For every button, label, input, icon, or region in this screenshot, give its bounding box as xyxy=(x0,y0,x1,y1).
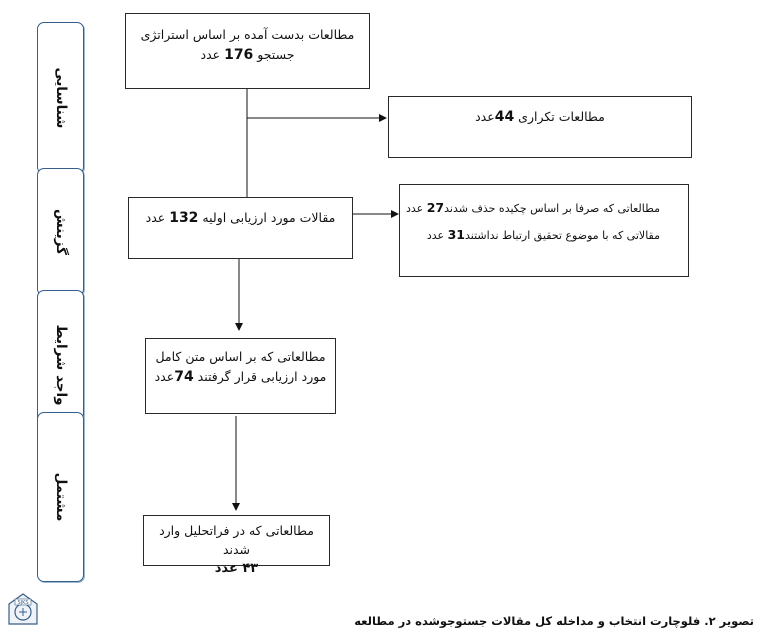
eligible-line1: مطالعاتی که بر اساس متن کامل xyxy=(155,349,326,364)
included-count: ۴۳ عدد xyxy=(214,561,259,576)
svg-text:SJKS: SJKS xyxy=(17,600,29,606)
stage-identification-label: شناسایی xyxy=(52,67,69,129)
identified-line1: مطالعات بدست آمده بر اساس استراتژی xyxy=(140,27,355,42)
excluded-abstract-line: مطالعاتی که صرفا بر اساس چکیده حذف شدند27 عدد xyxy=(406,200,660,215)
box-identified xyxy=(125,13,370,89)
stage-screening-label: گزینش xyxy=(52,209,69,255)
eligible-count: 74 xyxy=(174,369,194,385)
duplicates-count: 44 xyxy=(494,109,515,125)
stage-included-label: مشتمل xyxy=(52,472,69,522)
identified-count: 176 xyxy=(224,47,254,63)
box-included xyxy=(143,515,330,576)
box-duplicates: مطالعات تکراری 44عدد xyxy=(388,96,692,158)
box-screened: مقالات مورد ارزیابی اولیه 132 عدد xyxy=(128,197,353,259)
box-eligible xyxy=(145,338,336,414)
figure-caption: تصویر ۲. فلوچارت انتخاب و مداخله کل مقالات جستوجوشده در مطالعه xyxy=(354,614,754,628)
stage-eligibility-label: واجد شرایط xyxy=(52,324,69,406)
included-line1: مطالعاتی که در فراتحلیل وارد شدند xyxy=(159,523,314,557)
screened-count: 132 xyxy=(169,210,199,226)
box-excluded xyxy=(399,184,689,277)
excluded-irrelevant-count: 31 xyxy=(447,227,465,242)
identified-line2: جستجو 176 عدد xyxy=(200,47,295,63)
excluded-irrelevant-line: مقالاتی که با موضوع تحقیق ارتباط نداشتند31 عدد xyxy=(426,227,660,242)
excluded-abstract-count: 27 xyxy=(426,200,445,215)
eligible-line2: مورد ارزیابی قرار گرفتند 74عدد xyxy=(154,369,327,385)
journal-logo-icon xyxy=(6,590,40,628)
